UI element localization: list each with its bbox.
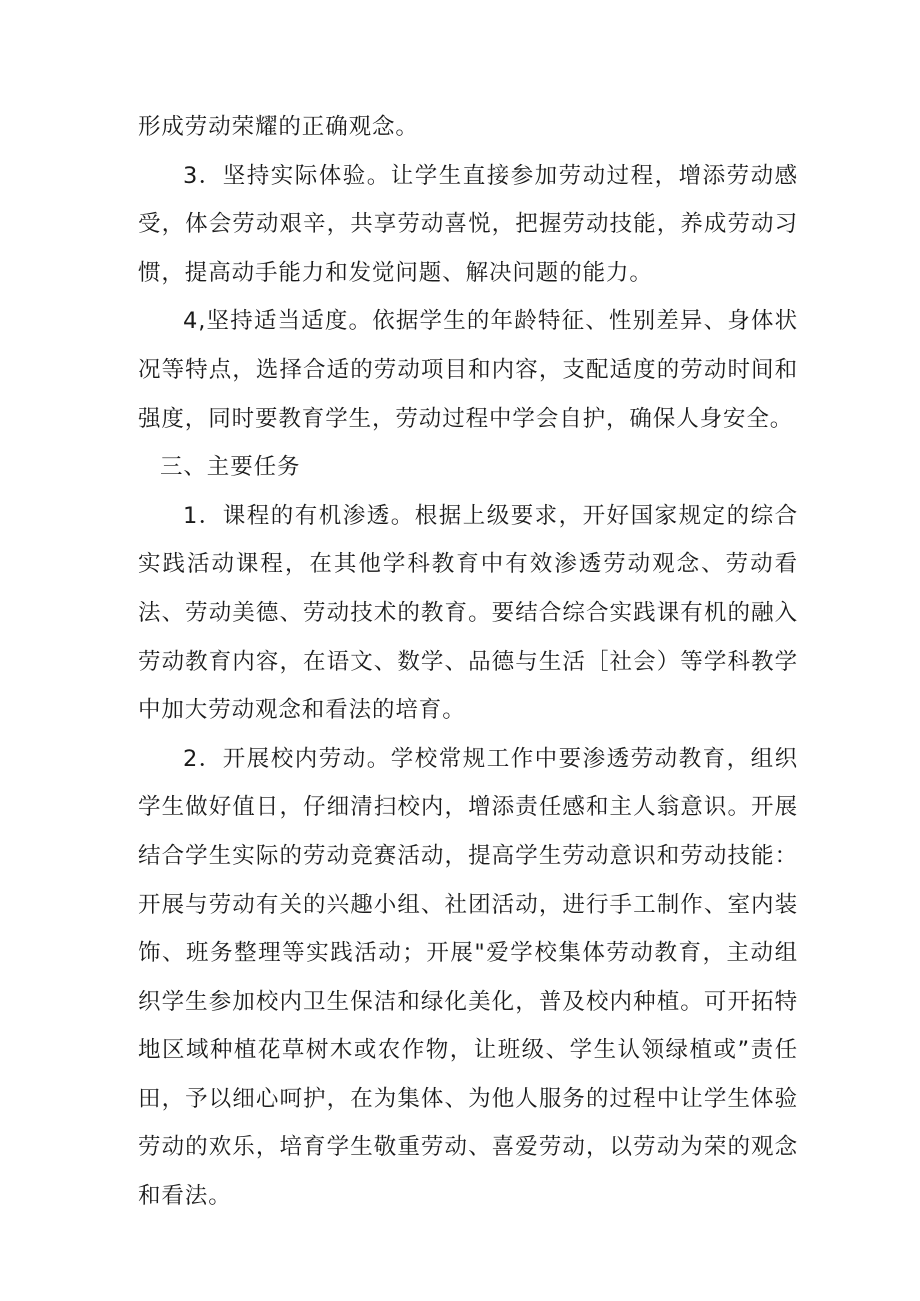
paragraph-continuation: 形成劳动荣耀的正确观念。 <box>138 114 419 140</box>
document-body <box>138 103 798 1221</box>
paragraph-task-2: 2．开展校内劳动。学校常规工作中要渗透劳动教育，组织学生做好值日，仔细清扫校内，增添责任感和主人翁意识。开展结合学生实际的劳动竞赛活动，提高学生劳动意识和劳动技能：开展与劳动有关的兴趣小组、社团活动，进行手工制作、室内装饰、班务整理等实践活动；开展"爱学校集体劳动教育，主动组织学生参加校内卫生保洁和绿化美化，普及校内种植。可开拓特地区域种植花草树木或农作物，让班级、学生认领绿植或”责任田，予以细心呵护，在为集体、为他人服务的过程中让学生体验劳动的欢乐，培育学生敬重劳动、喜爱劳动，以劳动为荣的观念和看法。 <box>138 745 798 1210</box>
paragraph-task-1: 1．课程的有机渗透。根据上级要求，开好国家规定的综合实践活动课程，在其他学科教育中有效渗透劳动观念、劳动看法、劳动美德、劳动技术的教育。要结合综合实践课有机的融入劳动教育内容，在语文、数学、品德与生活［社会）等学科教学中加大劳动观念和看法的培育。 <box>138 502 798 724</box>
paragraph-principle-3: 3．坚持实际体验。让学生直接参加劳动过程，增添劳动感受，体会劳动艰辛，共享劳动喜悦，把握劳动技能，养成劳动习惯，提高动手能力和发觉问题、解决问题的能力。 <box>138 162 798 286</box>
section-heading-main-tasks: 三、主要任务 <box>160 454 301 481</box>
paragraph-principle-4: 4,坚持适当适度。依据学生的年龄特征、性别差异、身体状况等特点，选择合适的劳动项目和内容，支配适度的劳动时间和强度，同时要教育学生，劳动过程中学会自护，确保人身安全。 <box>138 308 798 432</box>
